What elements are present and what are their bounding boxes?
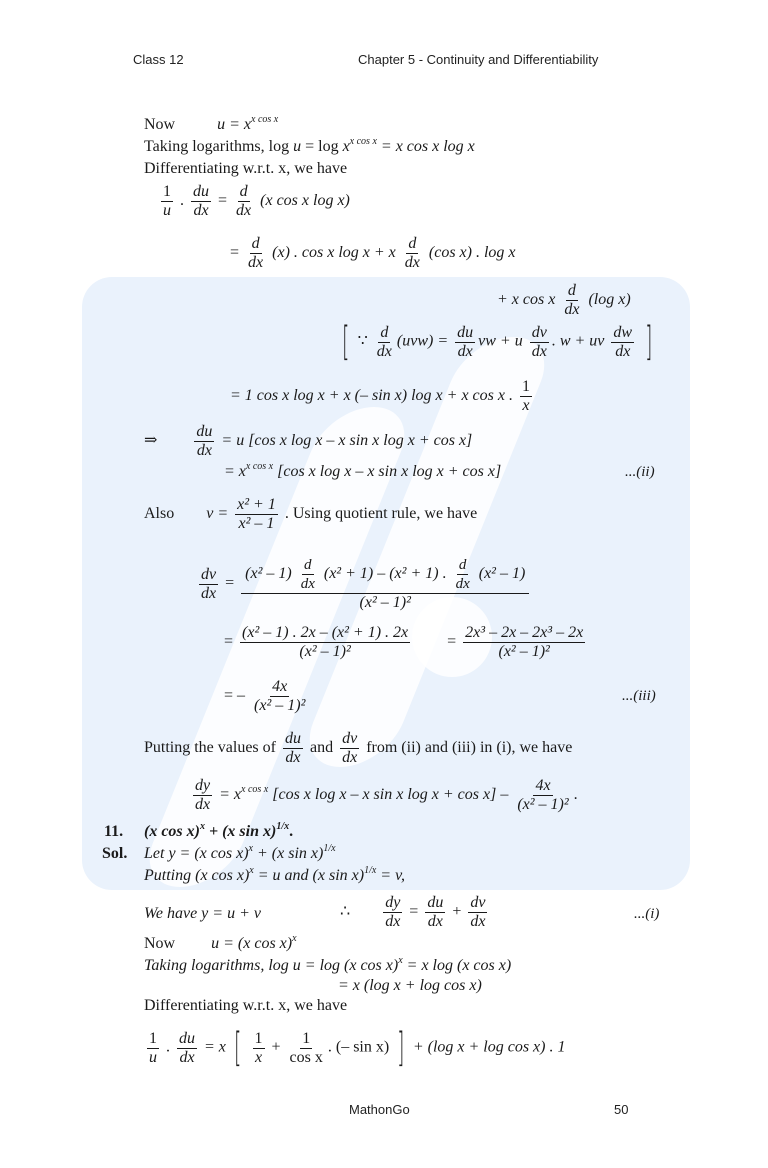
math-line: Differentiating w.r.t. x, we have <box>144 997 348 1014</box>
math-line: Also v = $\frac{\text{x² + 1}}{\text{x² – 1}}$ . Using quotient rule, we have <box>144 496 478 532</box>
question-text: (x cos x)$^x$ + (x sin x)$^{1/x}$. <box>144 821 294 840</box>
footer-brand: MathonGo <box>349 1102 410 1117</box>
math-line: Taking logarithms, log u = log (x cos x)$^x$ = x log (x cos x) <box>144 955 512 974</box>
math-line: Putting the values of $\frac{du}{dx}$ and $\frac{dv}{dx}$ from (ii) and (iii) in (i), we have <box>144 730 573 766</box>
math-line: + x cos x $\frac{d}{dx}$ (log x) <box>497 282 631 318</box>
math-line: ⇒ $\frac{du}{dx}$ = u [cos x log x – x sin x log x + cos x] <box>144 423 473 459</box>
math-line: $\frac{dv}{dx}$ = (x² – 1) $\frac{d}{dx}$ (x² + 1) – (x² + 1) . $\frac{d}{dx}$ (x² – 1) (x² – 1)² <box>196 556 532 612</box>
solution-label: Sol. <box>102 845 128 862</box>
math-line: Taking logarithms, $\log u = \log x^{x cos x} = x$ cos x log x <box>144 136 475 155</box>
math-line: = $\frac{\text{(x² – 1) . 2x – (x² + 1) . 2x}}{\text{(x² – 1)²}}$ = $\frac{\text{2x³ – 2x – 2x³ – 2x}}{\text{(x² – 1)²}}$ <box>224 624 584 660</box>
equation-tag-ii: ...(ii) <box>625 464 655 480</box>
math-line: = $x^{x cos x}$ [cos x log x – x sin x log x + cos x] <box>224 461 502 480</box>
math-line: = – $\frac{4x}{\text{(x² – 1)²}}$ <box>224 678 306 714</box>
math-line: $\frac{1}{u}$ . $\frac{du}{dx}$ = x [ $\frac{1}{x}$ + $\frac{1}{\text{cos x}}$ . (– sin x) ] + (log x + log cos x) . 1 <box>149 1025 566 1071</box>
equation-tag-iii: ...(iii) <box>622 688 656 704</box>
math-line: Differentiating w.r.t. x, we have <box>144 160 348 177</box>
math-line: ∴ $\frac{dy}{dx}$ = $\frac{du}{dx}$ + $\frac{dv}{dx}$ <box>340 894 486 930</box>
math-line: $\frac{dy}{dx}$ = $x^{x cos x}$ [cos x log x – x sin x log x + cos x] – $\frac{4x}{\text{(x² – 1)²}}$ . <box>195 777 578 813</box>
page-number: 50 <box>614 1102 629 1117</box>
equation-tag-i: ...(i) <box>634 906 660 922</box>
math-line: Putting (x cos x)$^x$ = u and (x sin x)$^{1/x}$ = v, <box>144 865 406 884</box>
math-line: = 1 cos x log x + x (– sin x) log x + x cos x . $\frac{1}{x}$ <box>230 378 530 414</box>
chapter-title: Chapter 5 - Continuity and Differentiability <box>358 52 599 67</box>
math-line: = $\frac{d}{dx}$ (x) . cos x log x + x $\frac{d}{dx}$ (cos x) . log x <box>230 235 516 271</box>
math-line: $\frac{1}{u}$ . $\frac{du}{dx}$ = $\frac{d}{dx}$ (x cos x log x) <box>163 183 350 219</box>
math-line: We have y = u + v <box>144 905 261 922</box>
math-line: Now $u = x^{x cos x}$ <box>144 114 279 133</box>
class-label: Class 12 <box>133 52 184 67</box>
math-line: = x (log x + log cos x) <box>338 977 482 994</box>
math-line: [ ∵ $\frac{d}{dx}$ (uvw) = $\frac{du}{dx}$ vw + u $\frac{dv}{dx}$ . w + uv $\frac{dw}{dx}$ ] <box>342 319 653 365</box>
math-line: Let y = (x cos x)$^x$ + (x sin x)$^{1/x}$ <box>144 843 336 862</box>
question-number: 11. <box>104 823 124 840</box>
math-line: Now u = (x cos x)$^x$ <box>144 933 297 952</box>
